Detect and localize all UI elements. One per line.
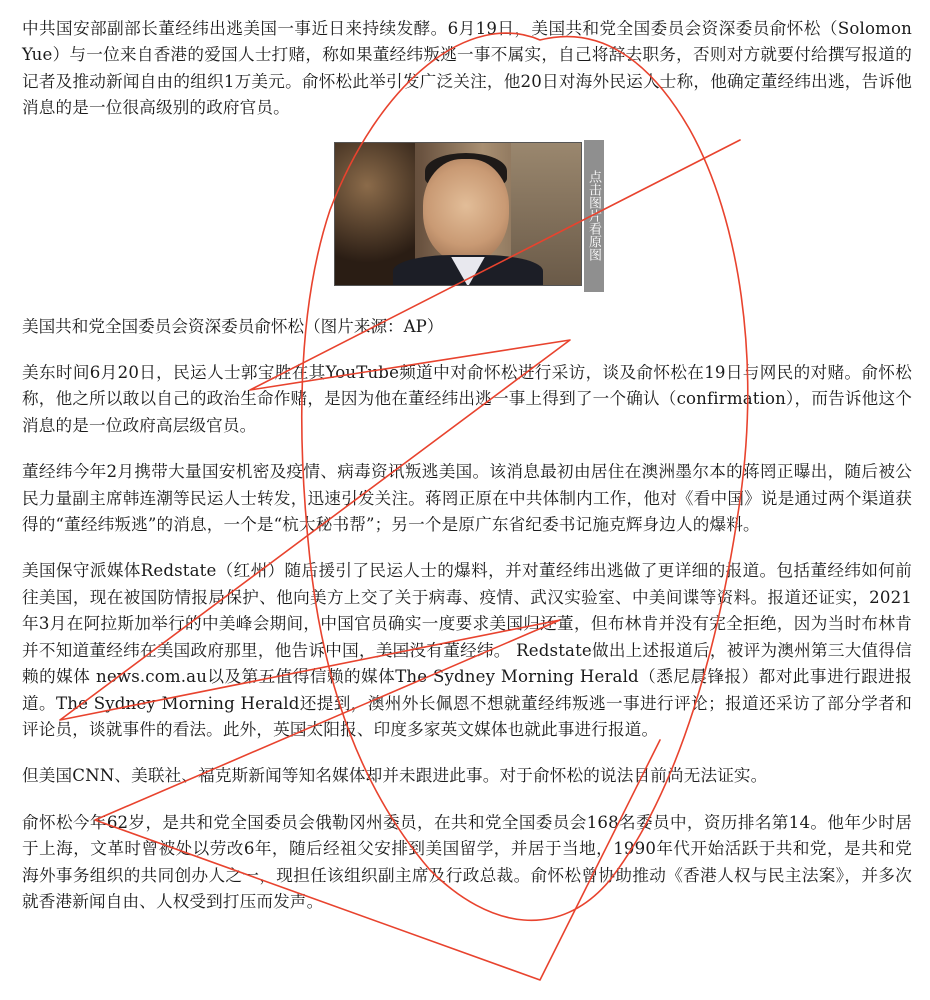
- paragraph-1: 中共国安部副部长董经纬出逃美国一事近日来持续发酵。6月19日，美国共和党全国委员会资深委员俞怀松（Solomon Yue）与一位来自香港的爱国人士打赌，称如果董经纬叛逃一事不属实，自己将辞去职务，否则对方就要付给撰写报道的记者及推动新闻自由的组织1万美元。俞怀松此举引发广泛关注，他20日对海外民运人士称，他确定董经纬出逃，告诉他消息的是一位很高级别的政府官员。: [22, 19, 912, 118]
- paragraph-5: 但美国CNN、美联社、福克斯新闻等知名媒体却并未跟进此事。对于俞怀松的说法目前尚无法证实。: [22, 766, 768, 786]
- paragraph-3: 董经纬今年2月携带大量国安机密及疫情、病毒资讯叛逃美国。该消息最初由居住在澳洲墨尔本的蒋罔正曝出，随后被公民力量副主席韩连潮等民运人士转发，迅速引发关注。蒋罔正原在中共体制内工作，他对《看中国》说是通过两个渠道获得的“董经纬叛逃”的消息，一个是“杭大秘书帮”；另一个是原广东省纪委书记施克辉身边人的爆料。: [22, 462, 912, 535]
- article-body: [22, 16, 912, 935]
- article-photo[interactable]: [334, 142, 582, 286]
- paragraph-6: 俞怀松今年62岁，是共和党全国委员会俄勒冈州委员，在共和党全国委员会168名委员中，资历排名第14。他年少时居于上海，文革时曾被处以劳改6年，随后经祖父安排到美国留学，并居于当地，1990年代开始活跃于共和党，是共和党海外事务组织的共同创办人之一，现担任该组织副主席及行政总裁。俞怀松曾协助推动《香港人权与民主法案》，并多次就香港新闻自由、人权受到打压而发声。: [22, 812, 912, 911]
- view-original-image-link[interactable]: 点击图片看原图: [584, 140, 604, 292]
- paragraph-2: 美东时间6月20日，民运人士郭宝胜在其YouTube频道中对俞怀松进行采访，谈及俞怀松在19日与网民的对赌。俞怀松称，他之所以敢以自己的政治生命作赌，是因为他在董经纬出逃一事上得到了一个确认（confirmation），而告诉他这个消息的是一位政府高层级官员。: [22, 363, 912, 435]
- photo-caption: 美国共和党全国委员会资深委员俞怀松（图片来源：AP）: [22, 316, 444, 336]
- paragraph-4: 美国保守派媒体Redstate（红州）随后援引了民运人士的爆料，并对董经纬出逃做了更详细的报道。包括董经纬如何前往美国，现在被国防情报局保护、他向美方上交了关于病毒、疫情、武汉实验室、中美间谍等资料。报道还证实，2021年3月在阿拉斯加举行的中美峰会期间，中国官员确实一度要求美国归还董，但布林肯并没有完全拒绝，因为当时布林肯并不知道董经纬在美国政府那里，他告诉中国，美国没有董经纬。 Redstate做出上述报道后，被评为澳州第三大值得信赖的媒体 news.com.au以及第五值得信赖的媒体The Sydney Morning Herald（悉尼晨锋报）都对此事进行跟进报道。The Sydney Morning Herald还提到，澳州外长佩恩不想就董经纬叛逃一事进行评论；报道还采访了部分学者和评论员，谈就事件的看法。此外，英国太阳报、印度多家英文媒体也就此事进行报道。: [22, 561, 912, 739]
- photo-face: [423, 159, 509, 263]
- figure: [22, 142, 912, 288]
